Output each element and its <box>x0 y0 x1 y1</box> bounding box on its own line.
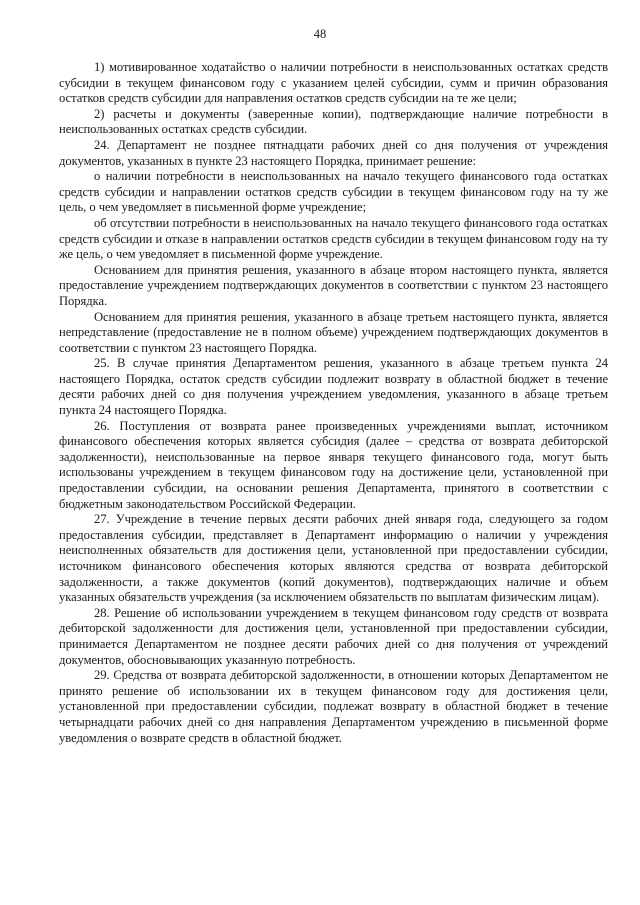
paragraph-clause-29: 29. Средства от возврата дебиторской задолженности, в отношении которых Департаментом не принято решение об использовании их в текущем финансовом году для достижения цели, установленной при предоставлении субсидии, подлежат возврату в областной бюджет в течение четырнадцати рабочих дней со дня направления Департаментом учреждению в письменной форме уведомления о возврате средств в областной бюджет. <box>59 668 608 745</box>
paragraph-clause-28: 28. Решение об использовании учреждением в текущем финансовом году средств от возврата дебиторской задолженности для достижения цели, установленной при предоставлении субсидии, принимается Департаментом не позднее десяти рабочих дней со дня получения от учреждений документов, обосновывающих указанную потребность. <box>59 605 608 667</box>
paragraph-decision-no-need: об отсутствии потребности в неиспользованных на начало текущего финансового года остатках средств субсидии и отказе в направлении остатков средств субсидии в текущем финансовом году на ту же цель, о чем уведомляет в письменной форме учреждение. <box>59 215 608 262</box>
paragraph-item-2: 2) расчеты и документы (заверенные копии), подтверждающие наличие потребности в неиспользованных остатках средств субсидии. <box>59 106 608 137</box>
paragraph-decision-need: о наличии потребности в неиспользованных на начало текущего финансового года остатках средств субсидии и направлении остатков средств субсидии в текущем финансовом году на ту же цель, о чем уведомляет в письменной форме учреждение; <box>59 169 608 215</box>
paragraph-clause-26: 26. Поступления от возврата ранее произведенных учреждениями выплат, источником финансового обеспечения которых является субсидия (далее – средства от возврата дебиторской задолженности), неиспользованные на первое января текущего финансового года, могут быть использованы учреждением в текущем финансовом году на достижение цели, установленной при предоставлении субсидии, на основании решения Департамента, принятого в соответствии с бюджетным законодательством Российской Федерации. <box>59 418 608 511</box>
page-number: 48 <box>313 27 327 41</box>
document-body <box>59 60 608 746</box>
paragraph-clause-27: 27. Учреждение в течение первых десяти рабочих дней января года, следующего за годом предоставления субсидии, представляет в Департамент информацию о наличии у учреждения неисполненных обязательств для достижения цели, установленной при предоставлении субсидии, источником финансового обеспечения которых являются средства от возврата дебиторской задолженности, а также документов (копий документов), подтверждающих наличие и объем указанных обязательств учреждения (за исключением обязательств по выплатам физическим лицам). <box>59 512 608 605</box>
paragraph-basis-second: Основанием для принятия решения, указанного в абзаце втором настоящего пункта, является предоставление учреждением подтверждающих документов в соответствии с пунктом 23 настоящего Порядка. <box>59 262 608 308</box>
paragraph-basis-third: Основанием для принятия решения, указанного в абзаце третьем настоящего пункта, является непредставление (предоставление не в полном объеме) учреждением подтверждающих документов в соответствии с пунктом 23 настоящего Порядка. <box>59 309 608 355</box>
paragraph-clause-25: 25. В случае принятия Департаментом решения, указанного в абзаце третьем пункта 24 настоящего Порядка, остаток средств субсидии подлежит возврату в областной бюджет в течение десяти рабочих дней со дня получения учреждением уведомления, указанного в абзаце третьем пункта 24 настоящего Порядка. <box>59 356 608 418</box>
paragraph-item-1: 1) мотивированное ходатайство о наличии потребности в неиспользованных остатках средств субсидии в текущем финансовом году с указанием целей субсидии, сумм и причин образования остатков средств субсидии для направления остатков средств субсидии на те же цели; <box>59 60 608 106</box>
paragraph-clause-24: 24. Департамент не позднее пятнадцати рабочих дней со дня получения от учреждения документов, указанных в пункте 23 настоящего Порядка, принимает решение: <box>59 137 608 168</box>
